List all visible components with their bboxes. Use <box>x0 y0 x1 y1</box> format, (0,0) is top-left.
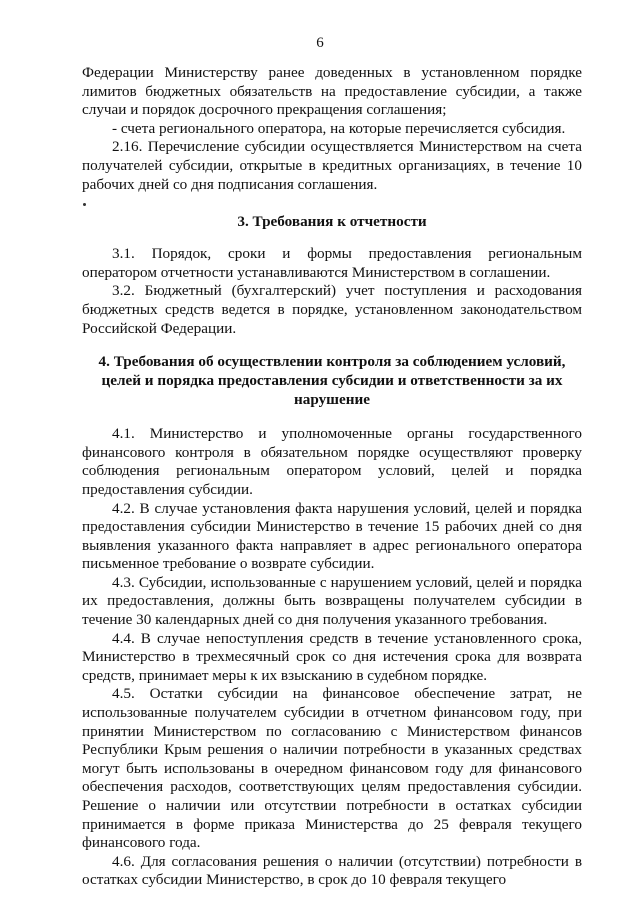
paragraph-4-4: 4.4. В случае непоступления средств в течение установленного срока, Министерство в трехмесячный срок со дня истечения срока для возврата средств, принимает меры к их взысканию в судебном порядке. <box>82 629 582 684</box>
scan-speck <box>83 203 86 206</box>
paragraph-4-5: 4.5. Остатки субсидии на финансовое обеспечение затрат, не использованные получателем субсидии в отчетном финансовом году, при принятии Министерством по согласованию с Министерством финансов Республики Крым решения о наличии потребности в указанных средствах могут быть использованы в очередном финансовом году для финансового обеспечения расходов, соответствующих целям предоставления субсидии. Решение о наличии или отсутствии потребности в остатках субсидии принимается в форме приказа Министерства до 25 февраля текущего финансового года. <box>82 685 582 852</box>
section-4-heading: 4. Требования об осуществлении контроля за соблюдением условий, целей и порядка предоставления субсидии и ответственности за их нарушение <box>98 353 566 409</box>
paragraph-3-2: 3.2. Бюджетный (бухгалтерский) учет поступления и расходования бюджетных средств ведется в порядке, установленном законодательством Российской Федерации. <box>82 282 582 337</box>
paragraph-account-item: - счета регионального оператора, на которые перечисляется субсидия. <box>112 119 566 137</box>
paragraph-2-16: 2.16. Перечисление субсидии осуществляется Министерством на счета получателей субсидии, открытые в кредитных организациях, в течение 10 рабочих дней со дня подписания соглашения. <box>82 138 582 193</box>
paragraph-intro-continuation: Федерации Министерству ранее доведенных в установленном порядке лимитов бюджетных обязательств на предоставление субсидии, а также случаи и порядок досрочного прекращения соглашения; <box>82 64 582 119</box>
page-number: 6 <box>316 35 324 51</box>
paragraph-4-3: 4.3. Субсидии, использованные с нарушением условий, целей и порядка их предоставления, должны быть возвращены получателем субсидии в течение 30 календарных дней со дня получения указанного требования. <box>82 573 582 629</box>
paragraph-4-2: 4.2. В случае установления факта нарушения условий, целей и порядка предоставления субсидии Министерство в течение 15 рабочих дней со дня выявления указанного факта направляет в адрес регионального оператора письменное требование о возврате субсидии. <box>82 499 582 573</box>
paragraph-3-1: 3.1. Порядок, сроки и формы предоставления региональным оператором отчетности устанавливаются Министерством в соглашении. <box>82 245 582 281</box>
document-body <box>82 64 582 890</box>
paragraph-4-6: 4.6. Для согласования решения о наличии (отсутствии) потребности в остатках субсидии Министерство, в срок до 10 февраля текущего <box>82 852 582 889</box>
paragraph-4-1: 4.1. Министерство и уполномоченные органы государственного финансового контроля в обязательном порядке осуществляют проверку соблюдения региональным оператором условий, целей и порядка предоставления субсидии. <box>82 425 582 498</box>
section-3-heading: 3. Требования к отчетности <box>237 213 427 231</box>
